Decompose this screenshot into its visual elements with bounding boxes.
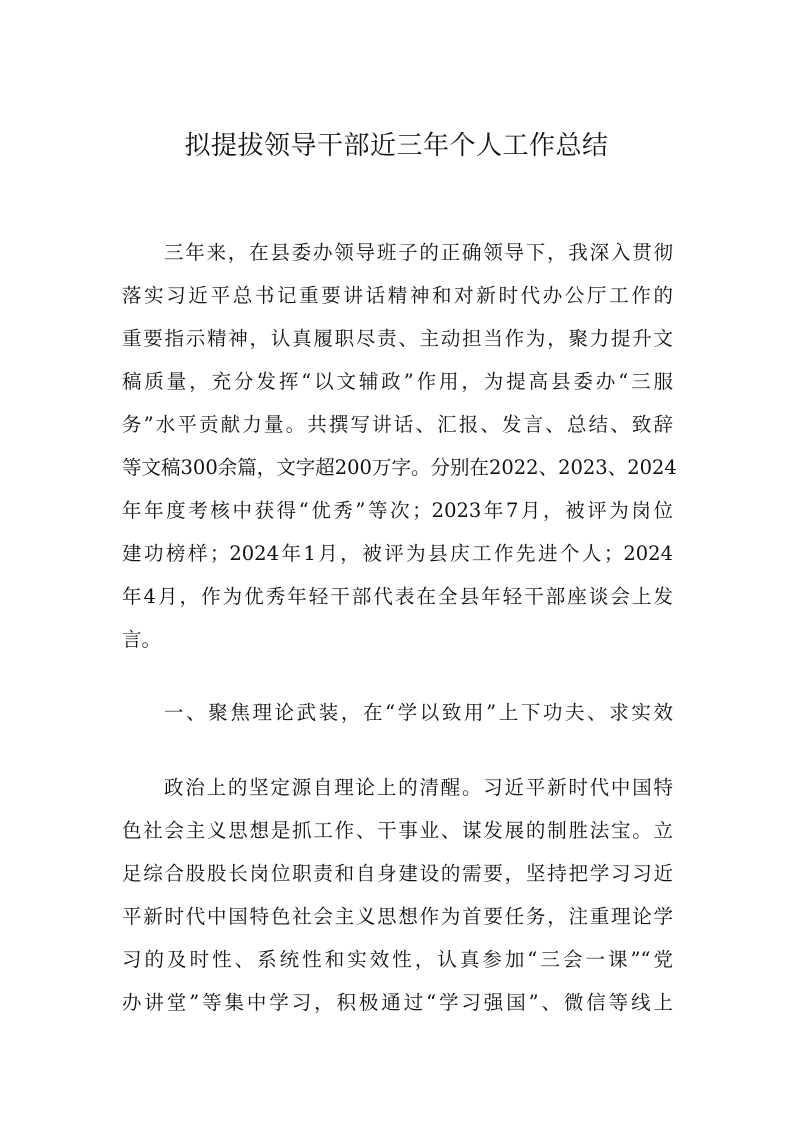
paragraph-line: 三年来，在县委办领导班子的正确领导下，我深入贯彻 [164,241,673,264]
paragraph-line: 办讲堂”等集中学习，积极通过“学习强国”、微信等线上 [122,991,673,1014]
paragraph-line: 习的及时性、系统性和实效性，认真参加“三会一课”“党 [122,948,673,971]
paragraph-line: 平新时代中国特色社会主义思想作为首要任务，注重理论学 [122,905,673,928]
paragraph-line: 年年度考核中获得“优秀”等次；2023年7月，被评为岗位 [122,499,673,522]
paragraph-line: 言。 [122,628,162,651]
paragraph-line: 政治上的坚定源自理论上的清醒。习近平新时代中国特 [164,776,673,799]
paragraph-line: 色社会主义思想是抓工作、干事业、谋发展的制胜法宝。立 [122,819,673,842]
paragraph-line: 足综合股股长岗位职责和自身建设的需要，坚持把学习习近 [122,862,673,885]
paragraph-line: 建功榜样；2024年1月，被评为县庆工作先进个人；2024 [122,542,673,565]
paragraph-line: 重要指示精神，认真履职尽责、主动担当作为，聚力提升文 [122,327,673,350]
section-heading: 一、聚焦理论武装，在“学以致用”上下功夫、求实效 [164,701,673,724]
paragraph-line: 落实习近平总书记重要讲话精神和对新时代办公厅工作的 [122,284,673,307]
paragraph-line: 等文稿300余篇，文字超200万字。分别在2022、2023、2024 [122,456,677,479]
paragraph-line: 年4月，作为优秀年轻干部代表在全县年轻干部座谈会上发 [122,585,673,608]
document-title: 拟提拔领导干部近三年个人工作总结 [184,131,609,161]
paragraph-line: 务”水平贡献力量。共撰写讲话、汇报、发言、总结、致辞 [122,413,673,436]
paragraph-line: 稿质量，充分发挥“以文辅政”作用，为提高县委办“三服 [122,370,673,393]
